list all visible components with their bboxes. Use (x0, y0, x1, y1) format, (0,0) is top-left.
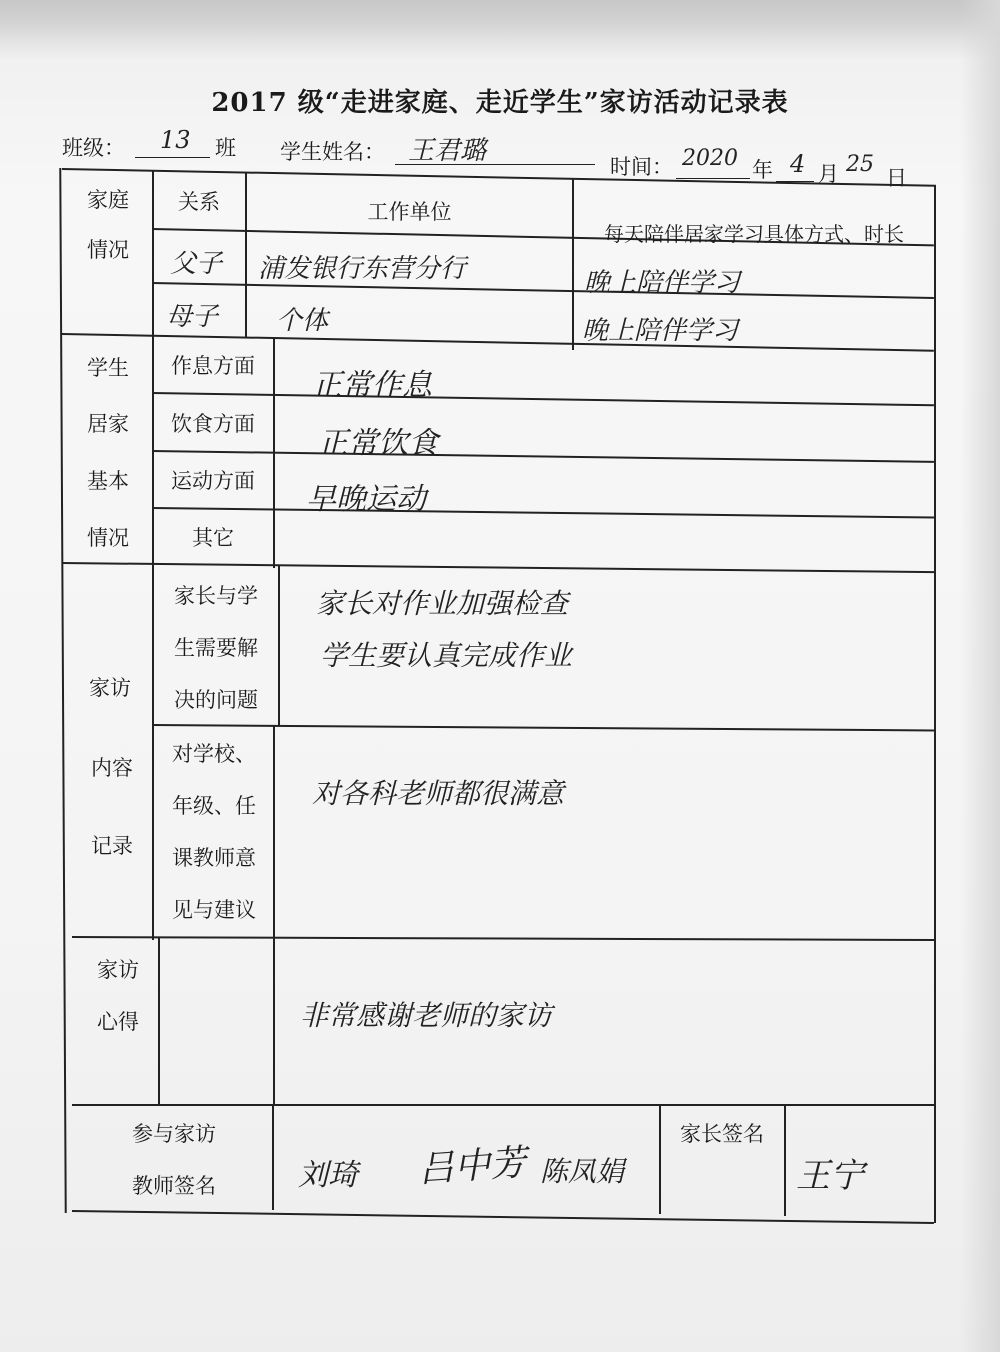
problems-label-line1: 家长与学 (174, 584, 258, 608)
year-label: 年 (752, 158, 773, 182)
family-row2-company: 晚上陪伴学习 (582, 316, 739, 346)
family-section-label-1: 家庭 (87, 188, 129, 212)
col-work-header: 工作单位 (367, 200, 452, 224)
life-hline-3 (152, 507, 934, 519)
student-underline (395, 164, 595, 165)
parent-signature: 王宁 (796, 1156, 864, 1196)
life-section-label-2: 居家 (87, 412, 129, 436)
family-row2-relation: 母子 (166, 302, 219, 332)
life-item3-label: 运动方面 (171, 469, 255, 493)
family-row1-company: 晚上陪伴学习 (584, 268, 741, 298)
opinions-label-line1: 对学校、 (172, 742, 256, 766)
visit-vline-2 (278, 566, 280, 726)
life-section-label-4: 情况 (87, 526, 129, 550)
opinions-value: 对各科老师都很满意 (312, 777, 565, 810)
life-item3-value: 早晚运动 (306, 482, 426, 517)
class-label: 班级： (62, 136, 125, 160)
opinions-label-line3: 课教师意 (172, 846, 256, 870)
parent-sign-label: 家长签名 (680, 1122, 764, 1146)
col-company-header: 每天陪伴居家学习具体方式、时长 (604, 222, 904, 246)
teacher-sign-label-2: 教师签名 (132, 1174, 216, 1198)
month-label: 月 (818, 162, 839, 186)
problems-label-line2: 生需要解 (174, 636, 258, 660)
visit-vline-3 (273, 726, 275, 938)
class-value: 13 (160, 126, 191, 154)
problems-value-line1: 家长对作业加强检查 (316, 587, 569, 620)
visit-hline-bottom (72, 936, 934, 941)
life-item4-label: 其它 (192, 526, 234, 550)
life-item2-label: 饮食方面 (171, 412, 255, 436)
sign-vline-2 (659, 1106, 661, 1214)
life-hline-2 (152, 450, 934, 463)
family-row1-work: 浦发银行东营分行 (258, 254, 467, 284)
life-section-label-3: 基本 (87, 469, 129, 493)
family-vline-3 (572, 178, 574, 350)
year-value: 2020 (682, 146, 738, 171)
day-value: 25 (846, 152, 874, 177)
family-vline-2 (245, 172, 247, 338)
life-hline-1 (152, 392, 934, 406)
life-item1-value: 正常作息 (312, 368, 432, 403)
sign-vline-1 (272, 1106, 274, 1210)
opinions-label-line2: 年级、任 (172, 794, 256, 818)
table-border-right (934, 185, 936, 1223)
paper-shadow-right (960, 0, 1000, 1352)
problems-label-line3: 决的问题 (174, 688, 258, 712)
table-border-bottom (72, 1210, 934, 1224)
reflection-vline-2 (273, 938, 275, 1106)
col-relation-header: 关系 (178, 190, 220, 214)
student-name-value: 王君璐 (408, 136, 487, 166)
reflection-value: 非常感谢老师的家访 (300, 999, 553, 1032)
life-item1-label: 作息方面 (171, 354, 255, 378)
paper-shadow-top (0, 0, 1000, 60)
visit-hline-mid (152, 724, 934, 731)
teacher-signature-2: 吕中芳 (416, 1142, 528, 1191)
visit-section-label-3: 记录 (91, 834, 133, 858)
family-row1-relation: 父子 (170, 249, 223, 279)
reflection-hline-bottom (72, 1104, 934, 1106)
month-value: 4 (790, 150, 806, 178)
life-item2-value: 正常饮食 (318, 426, 438, 461)
family-section-label-2: 情况 (87, 238, 129, 262)
student-label: 学生姓名： (280, 140, 385, 164)
teacher-signature-3: 陈凤娟 (540, 1155, 625, 1188)
time-label: 时间： (610, 155, 673, 179)
class-suffix: 班 (215, 136, 236, 160)
table-border-left (59, 168, 66, 1213)
page-title: 2017 级“走进家庭、走近学生”家访活动记录表 (211, 88, 789, 118)
life-section-label-1: 学生 (87, 356, 129, 380)
family-hline-bottom (62, 333, 934, 352)
family-row2-work: 个体 (276, 306, 329, 336)
visit-section-label-1: 家访 (89, 676, 131, 700)
reflection-label-2: 心得 (97, 1010, 139, 1034)
life-hline-bottom (62, 562, 934, 573)
class-underline (135, 157, 210, 158)
teacher-sign-label-1: 参与家访 (132, 1122, 216, 1146)
reflection-label-1: 家访 (97, 958, 139, 982)
day-label: 日 (886, 166, 907, 190)
problems-value-line2: 学生要认真完成作业 (320, 639, 573, 672)
visit-section-label-2: 内容 (91, 756, 133, 780)
year-underline (676, 178, 750, 179)
teacher-signature-1: 刘琦 (298, 1158, 358, 1193)
opinions-label-line4: 见与建议 (172, 898, 256, 922)
sign-vline-3 (784, 1106, 786, 1216)
